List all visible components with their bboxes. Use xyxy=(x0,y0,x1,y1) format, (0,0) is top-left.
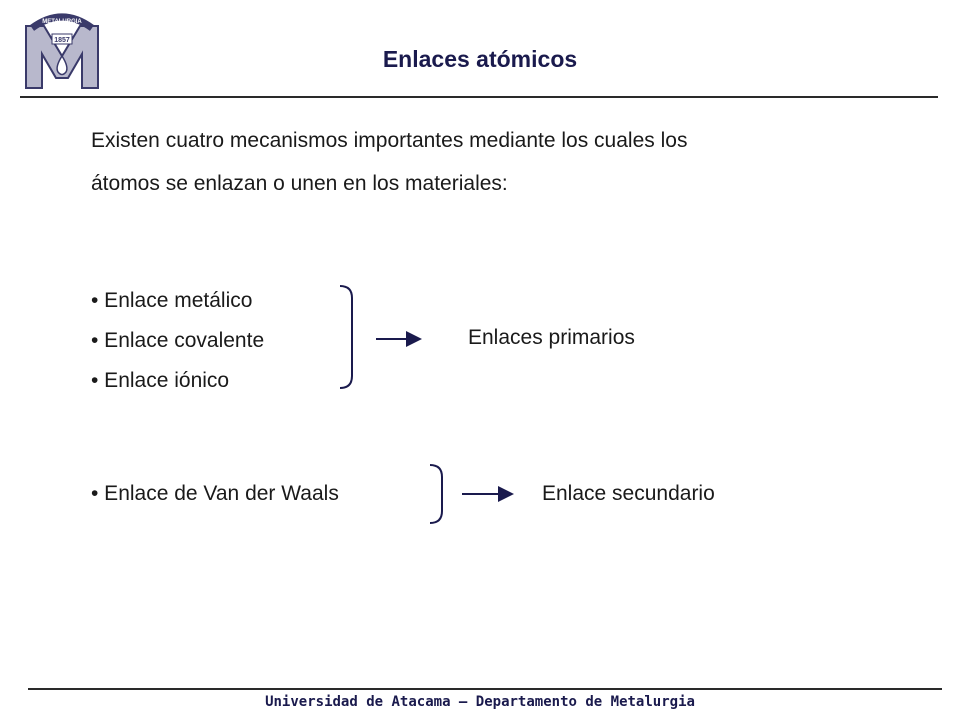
primary-bonds-label: Enlaces primarios xyxy=(468,326,635,349)
intro-line-1: Existen cuatro mecanismos importantes mediante los cuales los xyxy=(91,129,688,152)
list-item-covalent: • Enlace covalente xyxy=(91,329,265,352)
header-divider xyxy=(20,96,938,98)
footer-divider xyxy=(28,688,942,690)
primary-bracket xyxy=(340,286,352,388)
list-item-ionic: • Enlace iónico xyxy=(91,369,230,392)
footer-text: Universidad de Atacama – Departamento de Metalurgia xyxy=(265,694,695,710)
list-item-metallic: • Enlace metálico xyxy=(91,289,253,312)
secondary-bond-label: Enlace secundario xyxy=(542,482,715,505)
intro-line-2: átomos se enlazan o unen en los materiales: xyxy=(91,172,508,195)
page-title: Enlaces atómicos xyxy=(382,46,578,72)
secondary-bracket xyxy=(430,465,442,523)
list-item-van-der-waals: • Enlace de Van der Waals xyxy=(91,482,339,505)
logo-year: 1857 xyxy=(54,37,70,44)
logo-ribbon-text: METALURGIA xyxy=(42,19,82,25)
